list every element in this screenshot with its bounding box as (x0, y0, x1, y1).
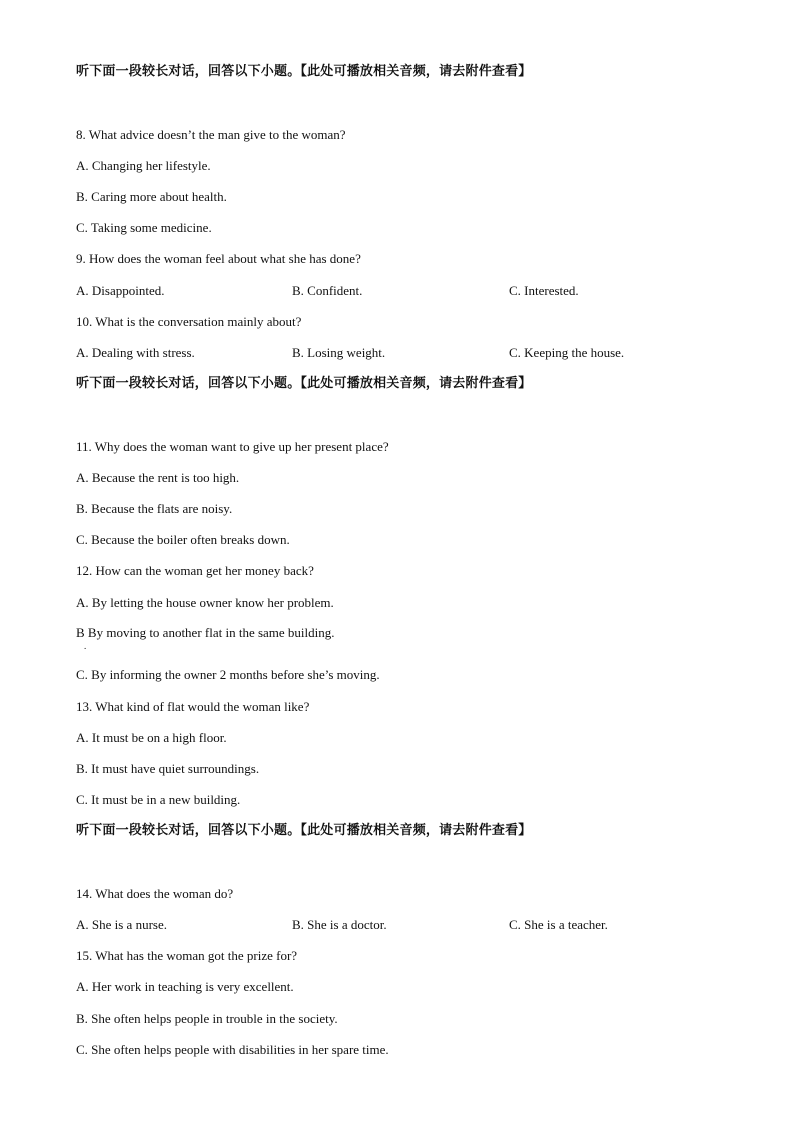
question-10-option-c: C. Keeping the house. (509, 345, 625, 360)
question-12-option-c: C. By informing the owner 2 months before she’s moving. (76, 667, 380, 682)
question-12-option-b: B By moving to another flat in the same building. (76, 625, 335, 640)
question-11-option-c: C. Because the boiler often breaks down. (76, 532, 290, 547)
question-stem-15: 15. What has the woman got the prize for? (76, 948, 298, 963)
question-10-option-b: B. Losing weight. (292, 345, 386, 360)
question-9-option-c: C. Interested. (509, 283, 579, 298)
question-9-option-b: B. Confident. (292, 283, 363, 298)
question-stem-12: 12. How can the woman get her money back? (76, 563, 314, 578)
question-14-option-b: B. She is a doctor. (292, 917, 387, 932)
question-11-option-b: B. Because the flats are noisy. (76, 501, 233, 516)
section-intro: 听下面一段较长对话，回答以下小题。【此处可播放相关音频，请去附件查看】 (76, 376, 532, 391)
question-13-option-c: C. It must be in a new building. (76, 792, 241, 807)
question-14-option-c: C. She is a teacher. (509, 917, 608, 932)
question-14-option-a: A. She is a nurse. (76, 917, 167, 932)
question-13-option-b: B. It must have quiet surroundings. (76, 761, 260, 776)
question-stem-14: 14. What does the woman do? (76, 886, 234, 901)
question-stem-8: 8. What advice doesn’t the man give to the woman? (76, 127, 346, 142)
question-8-option-a: A. Changing her lifestyle. (76, 158, 211, 173)
question-15-option-a: A. Her work in teaching is very excellent. (76, 979, 294, 994)
section-intro: 听下面一段较长对话，回答以下小题。【此处可播放相关音频，请去附件查看】 (76, 823, 532, 838)
stray-dot-mark: . (84, 641, 87, 651)
question-8-option-c: C. Taking some medicine. (76, 220, 212, 235)
question-12-option-a: A. By letting the house owner know her problem. (76, 595, 334, 610)
question-stem-9: 9. How does the woman feel about what she has done? (76, 251, 361, 266)
question-13-option-a: A. It must be on a high floor. (76, 730, 227, 745)
question-9-option-a: A. Disappointed. (76, 283, 165, 298)
question-11-option-a: A. Because the rent is too high. (76, 470, 240, 485)
question-stem-13: 13. What kind of flat would the woman like? (76, 699, 310, 714)
section-intro: 听下面一段较长对话，回答以下小题。【此处可播放相关音频，请去附件查看】 (76, 64, 532, 79)
question-8-option-b: B. Caring more about health. (76, 189, 227, 204)
question-10-option-a: A. Dealing with stress. (76, 345, 195, 360)
question-stem-11: 11. Why does the woman want to give up her present place? (76, 439, 389, 454)
question-stem-10: 10. What is the conversation mainly about? (76, 314, 302, 329)
question-15-option-c: C. She often helps people with disabilities in her spare time. (76, 1042, 389, 1057)
question-15-option-b: B. She often helps people in trouble in the society. (76, 1011, 338, 1026)
